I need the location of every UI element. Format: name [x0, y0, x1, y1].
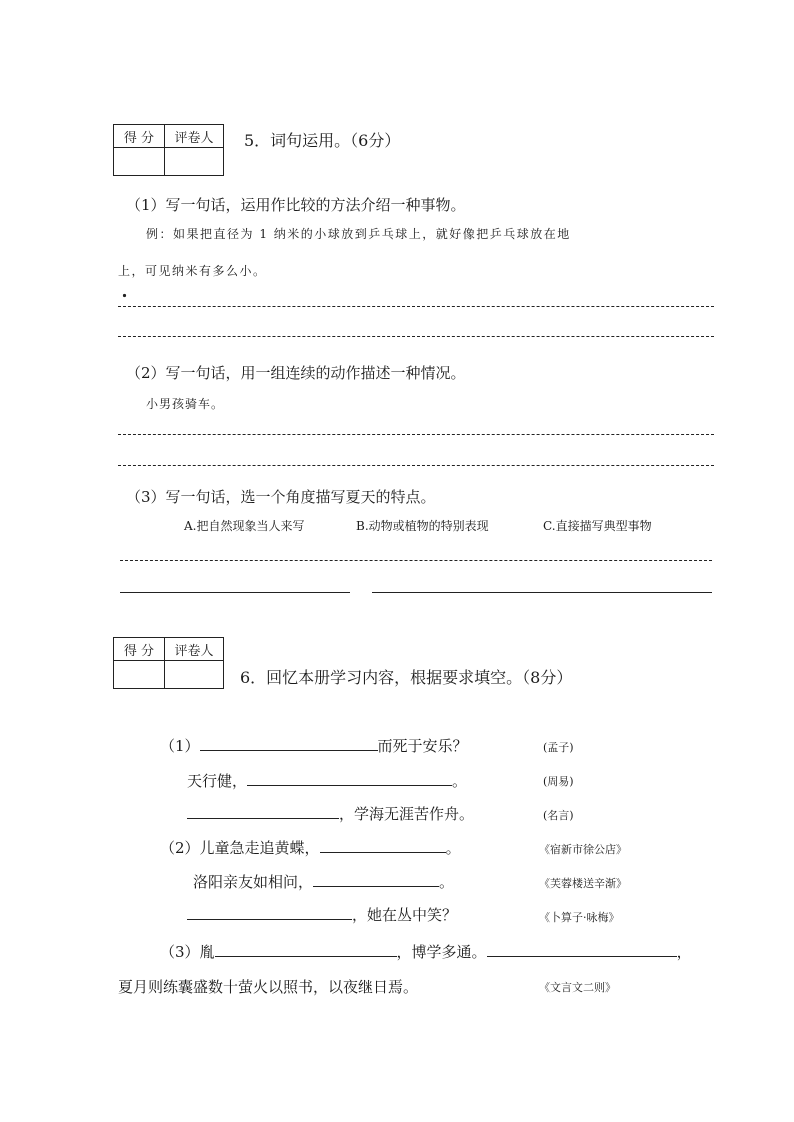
answer-line-3a[interactable]: [120, 560, 712, 561]
answer-line-1b[interactable]: [118, 336, 714, 337]
item1-prompt: （1）写一句话，运用作比较的方法介绍一种事物。: [126, 196, 466, 214]
item3-option-c: C.直接描写典型事物: [543, 519, 652, 533]
fill-line-4: [160, 837, 461, 858]
source-5: 《芙蓉楼送辛渐》: [539, 877, 627, 890]
fill-line-1: [160, 735, 468, 756]
source-3: (名言): [543, 809, 574, 822]
line-part1: （3）胤: [160, 943, 215, 961]
fill-line-8: 夏月则练囊盛数十萤火以照书，以夜继日焉。: [118, 978, 419, 996]
source-6: 《卜算子·咏梅》: [539, 911, 620, 924]
blank-8[interactable]: [487, 955, 677, 957]
line-prefix: （1）: [160, 737, 200, 755]
grader-label: 评卷人: [165, 638, 224, 661]
answer-line-2b[interactable]: [118, 465, 714, 466]
source-7: 《文言文二则》: [539, 981, 616, 994]
answer-line-1a[interactable]: [118, 306, 714, 307]
line-part3: ，: [676, 943, 692, 961]
score-label: 得 分: [114, 125, 165, 148]
item3-option-a: A.把自然现象当人来写: [184, 519, 305, 533]
line-after: 而死于安乐？: [377, 737, 468, 755]
blank-5[interactable]: [313, 885, 439, 887]
line-after: 。: [445, 839, 461, 857]
emphasis-dot: [122, 283, 127, 288]
fill-line-5: [193, 871, 454, 892]
line-before: 天行健，: [187, 772, 248, 790]
item1-example-line2: 上，可见纳米有多么小。: [118, 264, 267, 278]
score-cell[interactable]: [114, 148, 165, 176]
score-box-1: [113, 124, 224, 176]
blank-1[interactable]: [200, 749, 378, 751]
blank-4[interactable]: [320, 851, 446, 853]
blank-7[interactable]: [215, 955, 397, 957]
item3-prompt: （3）写一句话，选一个角度描写夏天的特点。: [126, 488, 436, 506]
line-after: 。: [452, 772, 468, 790]
item1-example-line1: 例：如果把直径为 1 纳米的小球放到乒乓球上，就好像把乒乓球放在地: [146, 227, 571, 241]
line-after: 。: [439, 873, 455, 891]
blank-2[interactable]: [247, 784, 452, 786]
source-2: (周易): [543, 775, 574, 788]
item2-prompt: （2）写一句话，用一组连续的动作描述一种情况。: [126, 364, 466, 382]
blank-6[interactable]: [187, 918, 352, 920]
grader-cell[interactable]: [165, 148, 224, 176]
answer-line-2a[interactable]: [118, 434, 714, 435]
score-cell[interactable]: [114, 661, 165, 689]
fill-line-2: [187, 770, 467, 791]
answer-line-3b-left[interactable]: [120, 592, 350, 593]
line-part2: ，博学多通。: [396, 943, 487, 961]
answer-line-3b-right[interactable]: [372, 592, 712, 593]
item3-option-b: B.动物或植物的特别表现: [356, 519, 489, 533]
source-4: 《宿新市徐公店》: [539, 843, 627, 856]
blank-3[interactable]: [187, 817, 339, 819]
line-prefix: （2）: [160, 839, 200, 857]
section5-title: 5．词句运用。（6分）: [244, 131, 401, 150]
grader-label: 评卷人: [165, 125, 224, 148]
section6-title: 6．回忆本册学习内容，根据要求填空。（8分）: [240, 668, 573, 687]
score-box-2: [113, 637, 224, 689]
line-after: ，学海无涯苦作舟。: [339, 805, 475, 823]
grader-cell[interactable]: [165, 661, 224, 689]
fill-line-6: [187, 904, 457, 925]
line-before: 洛阳亲友如相问，: [193, 873, 314, 891]
source-1: (孟子): [543, 741, 574, 754]
item2-hint: 小男孩骑车。: [146, 397, 225, 411]
score-label: 得 分: [114, 638, 165, 661]
line-after: ，她在丛中笑？: [352, 906, 458, 924]
line-before: 儿童急走追黄蝶，: [199, 839, 320, 857]
fill-line-3: [187, 803, 474, 824]
fill-line-7: [160, 941, 692, 962]
